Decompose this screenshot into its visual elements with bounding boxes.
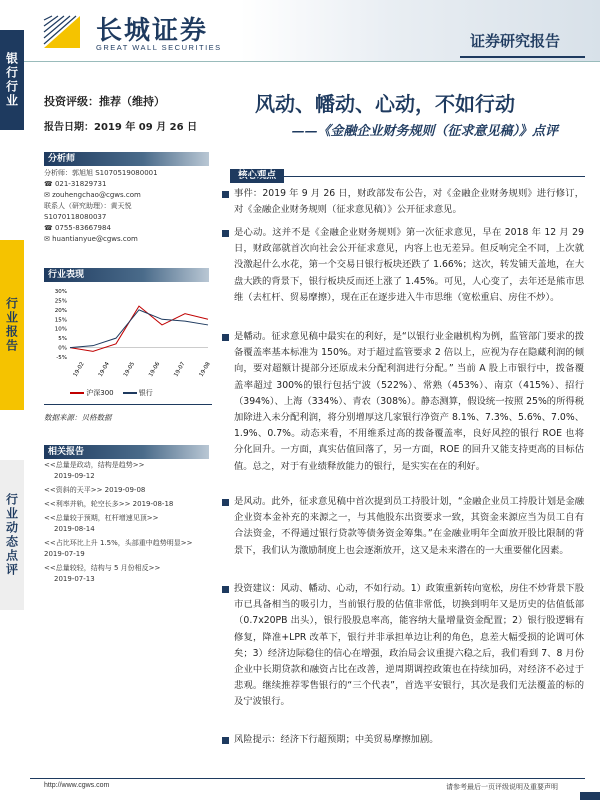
performance-section-head: 行业表现	[44, 268, 209, 282]
related-report-link[interactable]: <<利率并轨，轮空长多>> 2019-08-18	[44, 500, 174, 508]
report-type: 证券研究报告	[469, 32, 560, 50]
chart-legend	[70, 388, 153, 398]
sidebar-tag-report: 行业报告	[0, 240, 24, 410]
related-report-date: 2019-09-12	[54, 472, 95, 480]
report-header	[0, 0, 600, 62]
company-name-en: GREAT WALL SECURITIES	[96, 43, 222, 52]
core-views-head	[230, 163, 585, 177]
y-tick-label: 10%	[54, 326, 67, 333]
footer-rule	[30, 778, 585, 779]
bullet-icon	[222, 230, 229, 237]
paragraph-fengdong: 是风动。此外，征求意见稿中首次提到员工持股计划，“金融企业员工持股计划是金融企业资本金补充的来源之一，与其他股东出资要求一致，其资金来源应当为员工自有合法资金，不得通过银行贷款等债务资金筹集。”在金融业明年全面放开股比限制的背景下，我们认为激励制度上也会逐渐放开，这又是未来潜在的一大重要催化因素。	[234, 496, 584, 556]
report-date: 报告日期：2019 年 09 月 26 日	[44, 122, 198, 133]
header-divider	[460, 56, 585, 58]
related-report-link[interactable]: <<资斜的天平>> 2019-09-08	[44, 486, 146, 494]
x-tick-label: 19-08	[198, 361, 212, 378]
paragraph-investment-advice: 投资建议：风动、幡动、心动，不如行动。1）政策重新转向宽松，房住不炒背景下股市已具备相当的吸引力，当前银行股的估值非常低，切换到明年又是历史的估值低部（0.7x20PB 出头），银行股股息率高，能容纳大量增量资金配置；2）银行股逻辑有修复，降准+LPR 改革下，银行并非承担单边让利的角色，息差大幅受损的论调可休矣；3）经济边际稳住的信心在增强，政治局会议重提六稳之后，我们看到 7、8 月份企业中长期贷款和融资占比在改善，逆周期调控政策也在持续加码，对经济不必过于悲观。继续推荐零售银行的“三个代表”，首选平安银行，其次是我们无法覆盖的标的及宁波银行。	[234, 583, 584, 708]
y-tick-label: 15%	[54, 317, 67, 324]
sidebar-spacer	[0, 130, 24, 240]
bullet-icon	[222, 334, 229, 341]
y-tick-label: 5%	[58, 336, 67, 343]
contact-email[interactable]: ✉ huantianyue@cgws.com	[44, 235, 138, 243]
bullet-icon	[222, 737, 229, 744]
legend-swatch-bank	[123, 392, 137, 394]
legend-label-hs300: 沪深300	[86, 389, 114, 397]
analyst-phone: ☎ 021-31829731	[44, 180, 107, 188]
x-tick-label: 19-02	[72, 361, 86, 378]
related-report-link[interactable]: <<占比环比上升 1.5%，头部重中趋势明显>> 2019-07-19	[44, 539, 193, 558]
footer-url[interactable]: http://www.cgws.com	[44, 782, 110, 789]
data-source: 数据来源：贝格数据	[44, 413, 112, 422]
sidebar-spacer	[0, 410, 24, 460]
y-tick-label: 30%	[54, 289, 67, 295]
contact-license: S1070118080037	[44, 213, 107, 221]
related-reports-head: 相关报告	[44, 445, 209, 459]
y-tick-label: 20%	[54, 307, 67, 314]
y-tick-label: 0%	[58, 345, 67, 352]
report-title: 风动、幡动、心动，不如行动	[255, 92, 515, 116]
great-wall-logo-icon	[42, 12, 82, 52]
x-tick-label: 19-07	[173, 361, 187, 378]
sidebar-tag-industry: 银行行业	[0, 30, 24, 130]
x-tick-label: 19-06	[148, 361, 162, 378]
investment-rating: 投资评级：推荐（维持）	[44, 95, 165, 108]
x-tick-label: 19-04	[97, 361, 111, 378]
y-tick-label: -5%	[56, 355, 67, 361]
related-report-date: 2019-07-13	[54, 575, 95, 583]
footer-note: 请参考最后一页评级说明及重要声明	[446, 783, 558, 791]
paragraph-event: 事件：2019 年 9 月 26 日，财政部发布公告，对《金融企业财务规则》进行修订，对《金融企业财务规则（征求意见稿）》公开征求意见。	[234, 188, 584, 216]
bullet-icon	[222, 191, 229, 198]
paragraph-fandong: 是幡动。征求意见稿中最实在的利好，是“以银行业金融机构为例，监管部门要求的拨备覆盖率基本标准为 150%。对于超过监管要求 2 倍以上，应视为存在隐藏利润的倾向，要对超额计提部分还原成未分配利润进行分配。” 当前 A 股上市银行中，拨备覆盖率超过 300%的银行包括宁波（522%）、常熟（453%）、南京（415%）、招行（394%）、上海（334%）、青农（308%）。静态测算，假设统一按照 25%的所得税加除进入未分配利润，将分别增厚这几家银行净资产 8.1%、7.3%、5.6%、7.0%、1.9%、0.7%。动态来看，不用维系过高的拨备覆盖率，良好风控的银行 ROE 也将分化回升。一方面，真实估值回落了，另一方面，ROE 的回升又能支持更高的目标估值。总之，对于有业绩释放能力的银行，是实实在在的利好。	[234, 331, 584, 472]
page-corner-mark	[580, 792, 600, 800]
related-report-link[interactable]: <<总量是政动，结构是趋势>>	[44, 461, 145, 469]
paragraph-xindong: 是心动。这并不是《金融企业财务规则》第一次征求意见，早在 2018 年 12 月 29 日，财政部就首次向社会公开征求意见，内容上也无差异。但反响完全不同，上次就没激起什么水花，第一个交易日银行板块还跌了 1.66%；这次，转发铺天盖地，在大盘大跌的背景下，银行板块反而还上涨了 1.45%。可见，人心变了，去年还是熊市思维（去杠杆、贸易摩擦），现在正在逐步进入牛市思维（宽松重启、房住不炒）。	[234, 227, 584, 303]
analyst-email[interactable]: ✉ zouhengchao@cgws.com	[44, 191, 141, 199]
related-report-link[interactable]: <<总量较轻，结构与 5 月份相反>>	[44, 564, 161, 572]
contact-line: 联系人（研究助理）：黄天悦	[44, 202, 132, 210]
paragraph-risk: 风险提示：经济下行超预期；中美贸易摩擦加剧。	[234, 734, 439, 745]
contact-phone: ☎ 0755-83667984	[44, 224, 111, 232]
legend-swatch-hs300	[70, 392, 84, 394]
sidebar-tag-comment: 行业动态点评	[0, 460, 24, 610]
company-name-cn: 长城证券	[96, 16, 209, 46]
report-subtitle: ——《金融企业财务规则（征求意见稿）》点评	[291, 124, 558, 139]
related-report-date: 2019-08-14	[54, 525, 95, 533]
analyst-section-head: 分析师	[44, 152, 209, 166]
divider	[44, 404, 212, 405]
series-line-bank	[70, 310, 208, 348]
analyst-info	[44, 168, 214, 245]
x-tick-label: 19-05	[122, 361, 137, 378]
related-reports-list	[44, 460, 214, 588]
bullet-icon	[222, 499, 229, 506]
industry-performance-chart	[44, 285, 212, 403]
series-line-hs300	[70, 306, 208, 351]
legend-label-bank: 银行	[138, 389, 153, 397]
related-report-link[interactable]: <<总量较于预期，杠杆增速见顶>>	[44, 514, 159, 522]
core-views-rule	[230, 176, 585, 177]
analyst-line: 分析师：郭旭旭 S1070519080001	[44, 169, 158, 177]
y-tick-label: 25%	[54, 298, 67, 305]
bullet-icon	[222, 586, 229, 593]
